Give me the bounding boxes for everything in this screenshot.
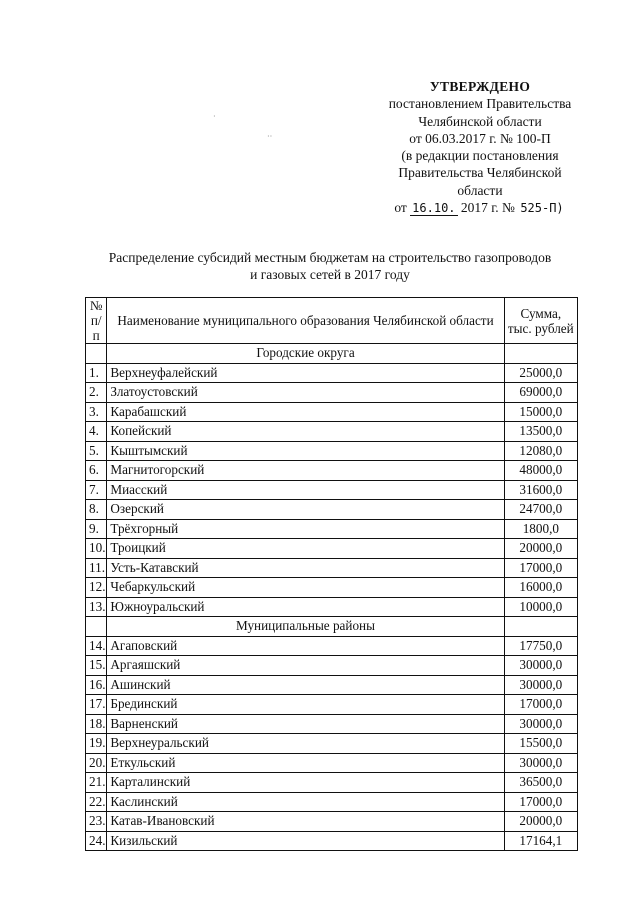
row-number: 23. bbox=[86, 812, 107, 832]
table-row bbox=[86, 519, 578, 539]
table-row bbox=[86, 753, 578, 773]
table-body bbox=[86, 344, 578, 851]
table-row bbox=[86, 675, 578, 695]
table-row bbox=[86, 636, 578, 656]
scan-speck: ·· bbox=[267, 132, 273, 141]
row-number: 14. bbox=[86, 636, 107, 656]
section-row-municipal-areas bbox=[86, 617, 578, 637]
row-number: 15. bbox=[86, 656, 107, 676]
row-amount: 69000,0 bbox=[504, 383, 577, 403]
subsidy-table bbox=[85, 297, 578, 851]
table-row bbox=[86, 363, 578, 383]
row-number: 1. bbox=[86, 363, 107, 383]
row-municipality: Трёхгорный bbox=[107, 519, 504, 539]
approval-line-5: Правительства Челябинской bbox=[398, 165, 562, 181]
row-number: 24. bbox=[86, 831, 107, 851]
row-number: 12. bbox=[86, 578, 107, 598]
row-number: 2. bbox=[86, 383, 107, 403]
table-row bbox=[86, 831, 578, 851]
table-row bbox=[86, 578, 578, 598]
row-amount: 17164,1 bbox=[504, 831, 577, 851]
row-amount: 48000,0 bbox=[504, 461, 577, 481]
handwritten-number: 525-П) bbox=[520, 201, 564, 216]
row-number: 10. bbox=[86, 539, 107, 559]
row-number: 11. bbox=[86, 558, 107, 578]
row-amount: 17750,0 bbox=[504, 636, 577, 656]
row-amount: 12080,0 bbox=[504, 441, 577, 461]
row-amount: 20000,0 bbox=[504, 812, 577, 832]
row-municipality: Аргаяшский bbox=[107, 656, 504, 676]
table-row bbox=[86, 597, 578, 617]
row-number: 3. bbox=[86, 402, 107, 422]
row-municipality: Копейский bbox=[107, 422, 504, 442]
approval-line-1: постановлением Правительства bbox=[388, 96, 572, 112]
row-amount: 24700,0 bbox=[504, 500, 577, 520]
table-row bbox=[86, 500, 578, 520]
row-municipality: Катав-Ивановский bbox=[107, 812, 504, 832]
table-row bbox=[86, 539, 578, 559]
row-amount: 25000,0 bbox=[504, 363, 577, 383]
table-row bbox=[86, 402, 578, 422]
row-number: 20. bbox=[86, 753, 107, 773]
row-amount: 20000,0 bbox=[504, 539, 577, 559]
row-number: 22. bbox=[86, 792, 107, 812]
approval-line-2: Челябинской области bbox=[418, 113, 542, 129]
section-title: Муниципальные районы bbox=[107, 617, 504, 637]
row-amount: 30000,0 bbox=[504, 675, 577, 695]
row-amount: 36500,0 bbox=[504, 773, 577, 793]
row-amount: 30000,0 bbox=[504, 753, 577, 773]
title-line-1: Распределение субсидий местным бюджетам на строительство газопроводов bbox=[108, 250, 552, 265]
row-municipality: Карабашский bbox=[107, 402, 504, 422]
row-municipality: Усть-Катавский bbox=[107, 558, 504, 578]
row-municipality: Агаповский bbox=[107, 636, 504, 656]
table-row bbox=[86, 695, 578, 715]
row-amount: 17000,0 bbox=[504, 792, 577, 812]
row-municipality: Магнитогорский bbox=[107, 461, 504, 481]
row-number: 19. bbox=[86, 734, 107, 754]
table-row bbox=[86, 480, 578, 500]
table-row bbox=[86, 383, 578, 403]
table-row bbox=[86, 773, 578, 793]
header-sum: Сумма, тыс. рублей bbox=[504, 298, 577, 344]
row-municipality: Озерский bbox=[107, 500, 504, 520]
row-amount: 15000,0 bbox=[504, 402, 577, 422]
row-number: 5. bbox=[86, 441, 107, 461]
row-amount: 1800,0 bbox=[504, 519, 577, 539]
row-amount: 17000,0 bbox=[504, 558, 577, 578]
section-row-city-districts bbox=[86, 344, 578, 364]
table-row bbox=[86, 656, 578, 676]
document-title bbox=[80, 249, 580, 283]
row-municipality: Чебаркульский bbox=[107, 578, 504, 598]
scan-speck: · bbox=[213, 112, 216, 121]
row-municipality: Верхнеуральский bbox=[107, 734, 504, 754]
row-number: 8. bbox=[86, 500, 107, 520]
row-municipality: Верхнеуфалейский bbox=[107, 363, 504, 383]
approval-line-6: области bbox=[457, 182, 503, 198]
row-amount: 30000,0 bbox=[504, 714, 577, 734]
approval-line-4: (в редакции постановления bbox=[401, 148, 559, 164]
row-number: 18. bbox=[86, 714, 107, 734]
date-prefix: от bbox=[394, 200, 407, 216]
row-municipality: Каслинский bbox=[107, 792, 504, 812]
title-line-2: и газовых сетей в 2017 году bbox=[250, 267, 410, 282]
row-number: 7. bbox=[86, 480, 107, 500]
row-amount: 15500,0 bbox=[504, 734, 577, 754]
row-municipality: Миасский bbox=[107, 480, 504, 500]
table-row bbox=[86, 812, 578, 832]
row-municipality: Брединский bbox=[107, 695, 504, 715]
row-municipality: Южноуральский bbox=[107, 597, 504, 617]
row-number: 17. bbox=[86, 695, 107, 715]
header-num: № п/п bbox=[86, 298, 107, 344]
approval-heading: УТВЕРЖДЕНО bbox=[429, 79, 531, 94]
table-row bbox=[86, 714, 578, 734]
table-header-row bbox=[86, 298, 578, 344]
table-row bbox=[86, 461, 578, 481]
row-municipality: Кыштымский bbox=[107, 441, 504, 461]
row-municipality: Троицкий bbox=[107, 539, 504, 559]
row-amount: 13500,0 bbox=[504, 422, 577, 442]
row-amount: 16000,0 bbox=[504, 578, 577, 598]
table-row bbox=[86, 422, 578, 442]
row-amount: 31600,0 bbox=[504, 480, 577, 500]
table-row bbox=[86, 792, 578, 812]
row-amount: 30000,0 bbox=[504, 656, 577, 676]
row-municipality: Карталинский bbox=[107, 773, 504, 793]
row-amount: 10000,0 bbox=[504, 597, 577, 617]
date-year: 2017 г. № bbox=[460, 200, 515, 216]
row-number: 9. bbox=[86, 519, 107, 539]
approval-date-line bbox=[360, 199, 600, 216]
approval-stamp bbox=[360, 78, 600, 216]
table-row bbox=[86, 734, 578, 754]
handwritten-date: 16.10. bbox=[412, 201, 456, 216]
table-row bbox=[86, 441, 578, 461]
row-municipality: Еткульский bbox=[107, 753, 504, 773]
header-name: Наименование муниципального образования Челябинской области bbox=[107, 298, 504, 344]
row-number: 6. bbox=[86, 461, 107, 481]
row-municipality: Кизильский bbox=[107, 831, 504, 851]
row-amount: 17000,0 bbox=[504, 695, 577, 715]
row-number: 16. bbox=[86, 675, 107, 695]
row-municipality: Ашинский bbox=[107, 675, 504, 695]
row-number: 4. bbox=[86, 422, 107, 442]
table-row bbox=[86, 558, 578, 578]
approval-line-3: от 06.03.2017 г. № 100-П bbox=[409, 130, 551, 146]
row-number: 13. bbox=[86, 597, 107, 617]
section-title: Городские округа bbox=[107, 344, 504, 364]
row-number: 21. bbox=[86, 773, 107, 793]
row-municipality: Златоустовский bbox=[107, 383, 504, 403]
row-municipality: Варненский bbox=[107, 714, 504, 734]
